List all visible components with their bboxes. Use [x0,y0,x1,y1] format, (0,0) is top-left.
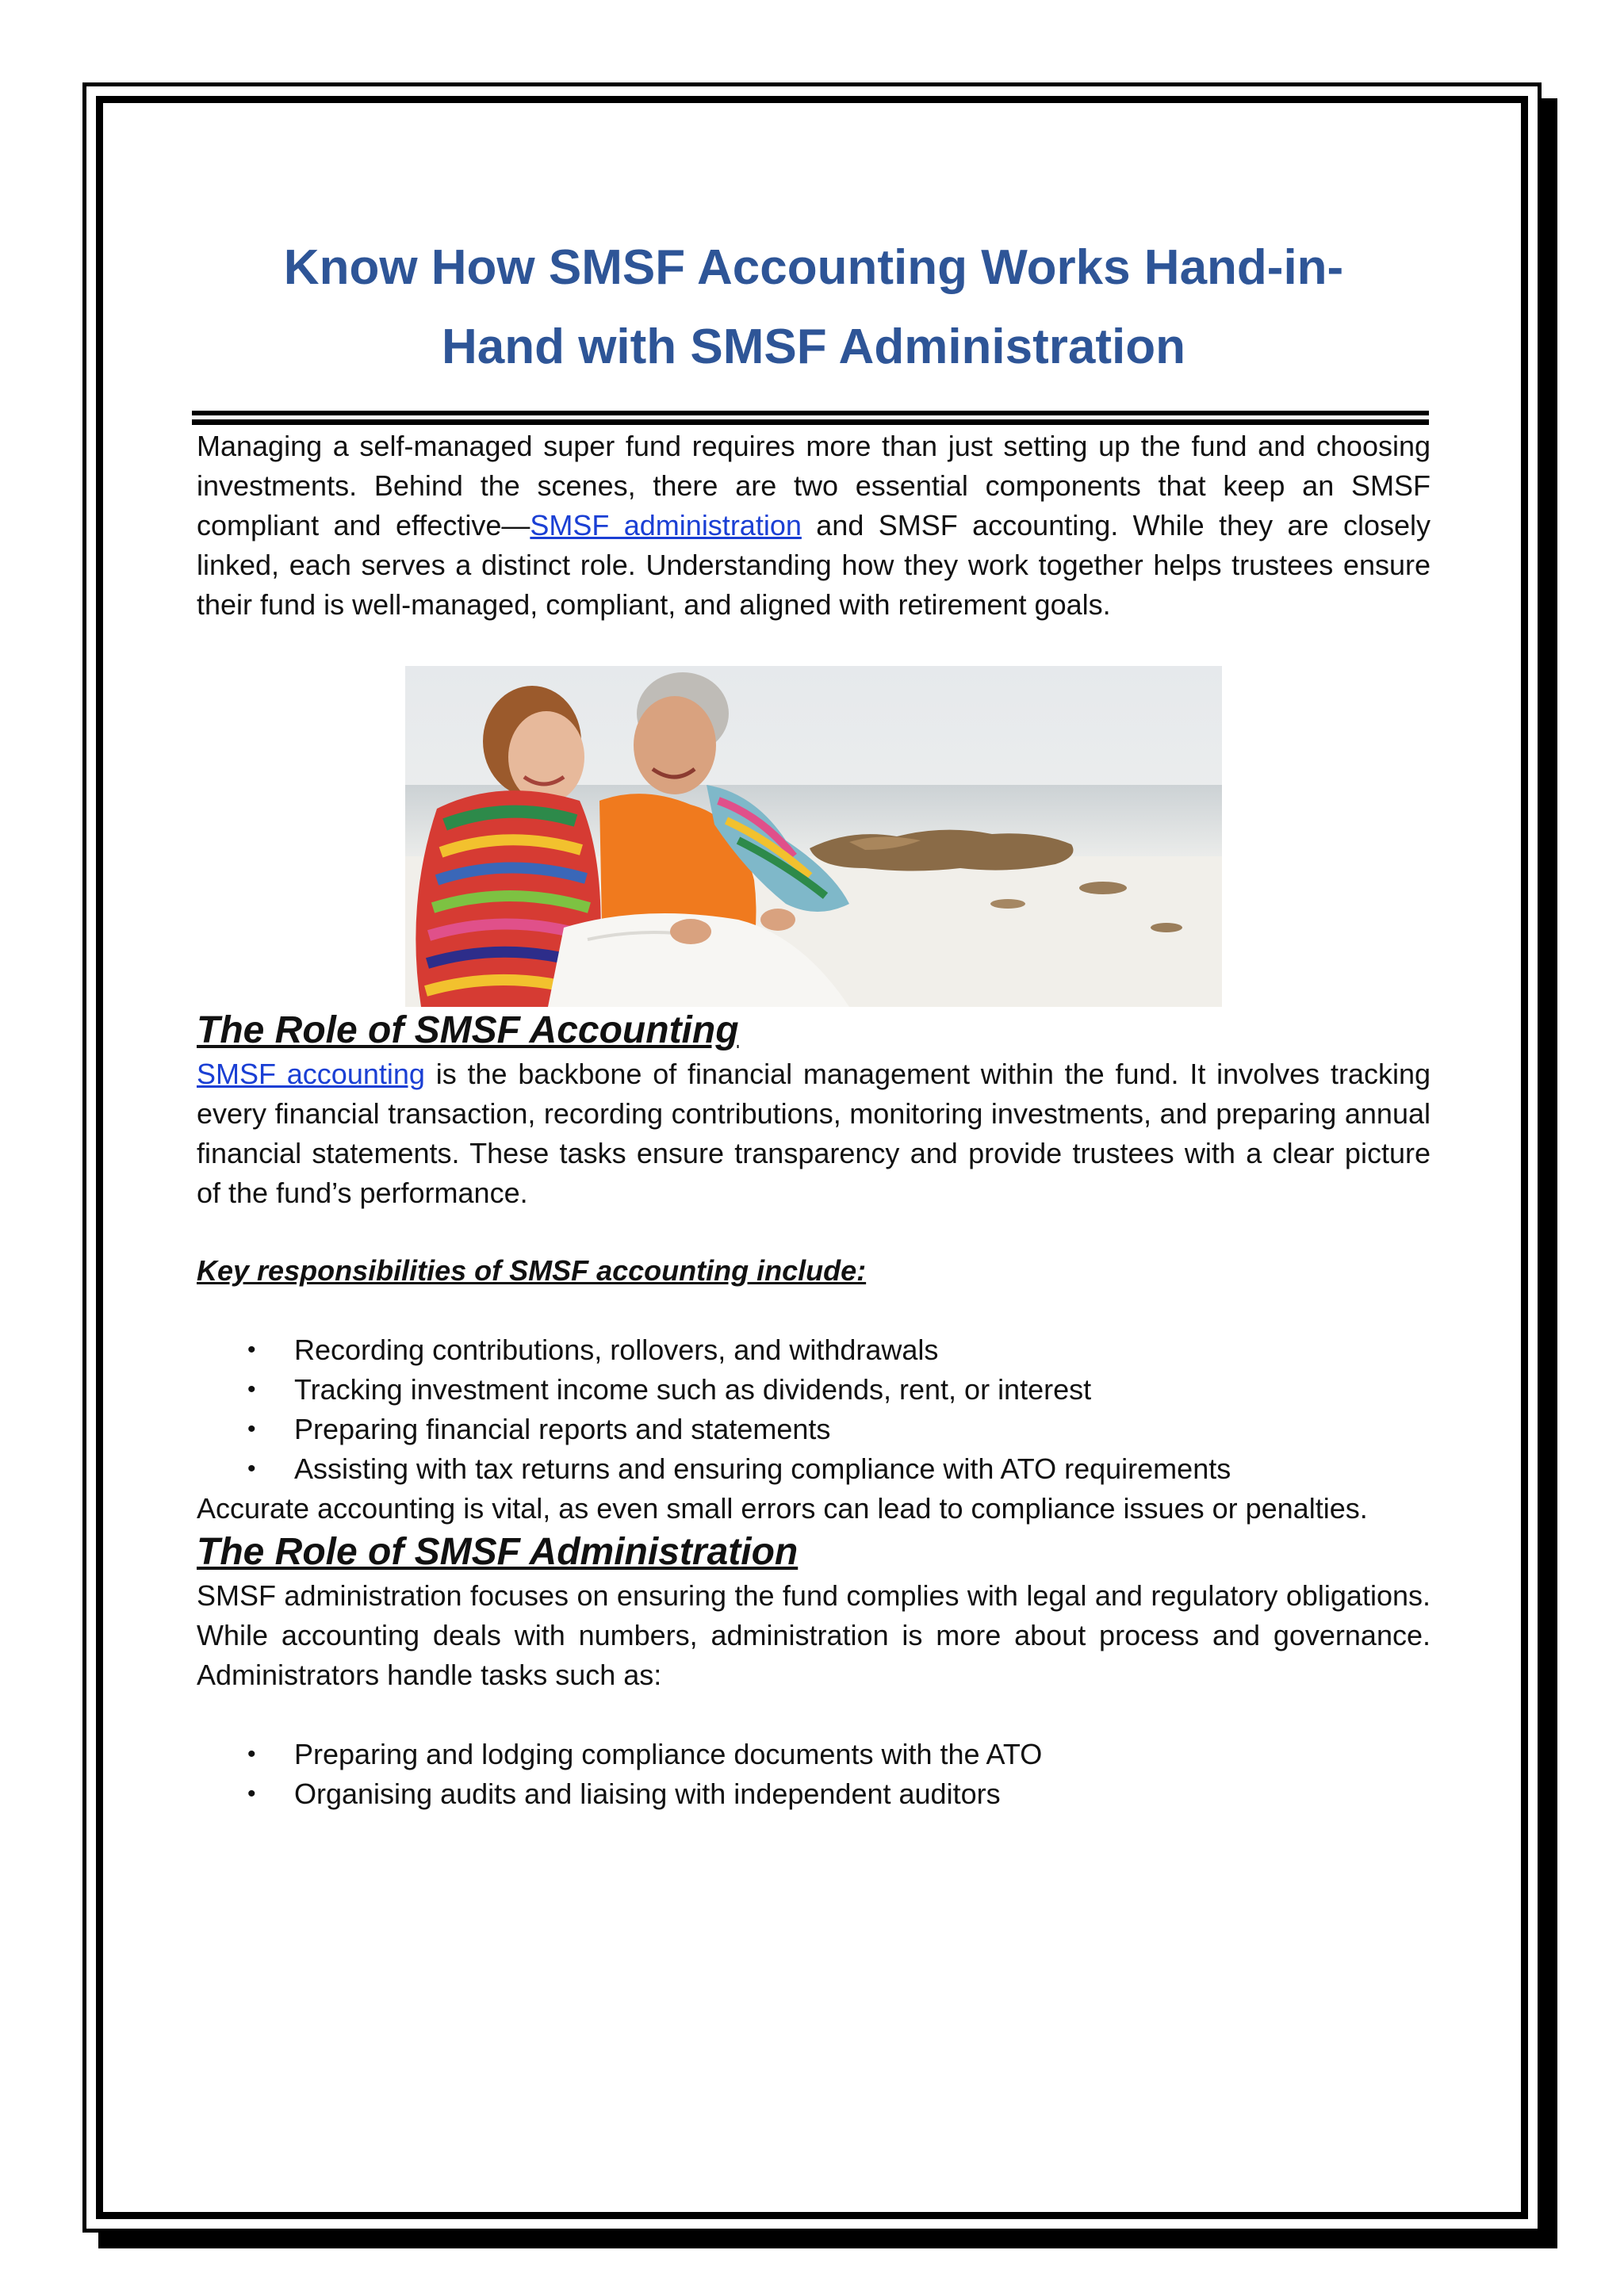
accounting-paragraph-text: is the backbone of financial management within the fund. It involves tracking every financial transaction, recording contributions, monitoring investments, and preparing annual financial statements. These tasks ensure transparency and provide trustees with a clear picture of the fund’s performance. [197,1058,1431,1209]
list-item: • Recording contributions, rollovers, and withdrawals [197,1330,1431,1370]
bullet-icon: • [247,1337,256,1363]
section-heading-smsf-administration: The Role of SMSF Administration [197,1531,799,1573]
bullet-icon: • [247,1376,256,1402]
article [197,228,1431,1814]
list-item: • Organising audits and liaising with independent auditors [197,1774,1431,1814]
intro-paragraph [197,427,1431,625]
title-line-1: Know How SMSF Accounting Works Hand-in- [283,240,1344,295]
key-responsibilities-heading: Key responsibilities of SMSF accounting include: [197,1254,867,1287]
smsf-accounting-link[interactable]: SMSF accounting [197,1058,425,1090]
intro-text-start: Managing a self-managed super fund requires more than just setting up the fund and choosing investments. Behind the scenes, there are two essential components that keep an SMSF compliant and effective— [197,430,1431,541]
bullet-icon: • [247,1416,256,1442]
administration-tasks-list [197,1735,1431,1814]
list-item: • Tracking investment income such as dividends, rent, or interest [197,1370,1431,1410]
title-divider [192,411,1429,427]
administration-paragraph: SMSF administration focuses on ensuring the fund complies with legal and regulatory obligations. While accounting deals with numbers, administration is more about process and governance. Administrators handle tasks such as: [197,1579,1431,1691]
bullet-icon: • [247,1741,256,1767]
smsf-administration-link[interactable]: SMSF administration [530,509,802,541]
list-item: • Preparing financial reports and statements [197,1410,1431,1449]
bullet-icon: • [247,1456,256,1482]
page-title [197,228,1431,387]
section-heading-smsf-accounting: The Role of SMSF Accounting [197,1009,739,1051]
accounting-responsibilities-list [197,1330,1431,1489]
accounting-paragraph [197,1054,1431,1213]
accounting-closing-paragraph: Accurate accounting is vital, as even small errors can lead to compliance issues or penalties. [197,1492,1368,1525]
senior-couple-beach-photo [405,666,1222,1007]
intro-text-end: and SMSF accounting. While they are closely linked, each serves a distinct role. Understanding how they work together helps trustees ensure their fund is well-managed, compliant, and aligned with retirement goals. [197,509,1431,621]
list-item: • Assisting with tax returns and ensuring compliance with ATO requirements [197,1449,1431,1489]
title-line-2: Hand with SMSF Administration [441,320,1186,374]
list-item: • Preparing and lodging compliance documents with the ATO [197,1735,1431,1774]
bullet-icon: • [247,1781,256,1807]
